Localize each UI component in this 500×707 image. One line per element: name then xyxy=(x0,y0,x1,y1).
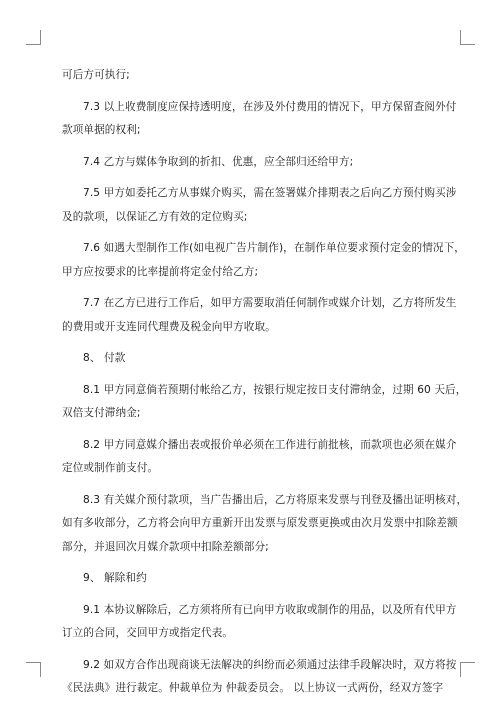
text-line: 8.2 甲方同意媒介播出表或报价单必须在工作进行前批核，而款项也必须在媒介 xyxy=(83,438,457,451)
crop-mark-bottom-right xyxy=(460,662,475,677)
text-line: 7.5 甲方如委托乙方从事媒介购买，需在签署媒介排期表之后向乙方预付购买涉 xyxy=(83,187,457,199)
text-line: 8.3 有关媒介预付款项，当广告播出后，乙方将原来发票与刊登及播出证明核对， xyxy=(83,493,468,506)
text-line: 款项单据的权利; xyxy=(62,124,141,136)
text-line: 7.6 如遇大型制作工作(如电视广告片制作)，在制作单位要求预付定金的情况下， xyxy=(83,242,465,254)
text-line: 如有多收部分，乙方将会向甲方重新开出发票与原发票更换或由次月发票中扣除差额 xyxy=(62,517,458,529)
text-line: 7.7 在乙方已进行工作后，如甲方需要取消任何制作或媒介计划，乙方将所发生 xyxy=(83,297,457,309)
crop-mark-top-right xyxy=(460,30,475,45)
text-line: 双倍支付滞纳金; xyxy=(62,407,141,419)
crop-mark-bottom-left xyxy=(26,662,41,677)
text-line: 及的款项，以保证乙方有效的定位购买; xyxy=(62,210,248,223)
text-line: 定位或制作前支付。 xyxy=(62,462,159,474)
text-line: 可后方可执行; xyxy=(62,69,130,81)
text-line: 8、 付款 xyxy=(83,352,126,364)
text-line: 《民法典》进行裁定。仲裁单位为 仲裁委员会。 以上协议一式两份，经双方签字 xyxy=(62,682,444,694)
text-line: 订立的合同，交回甲方或指定代表。 xyxy=(62,627,234,639)
text-line: 的费用或开支连同代理费及税金向甲方收取。 xyxy=(62,320,276,333)
text-line: 甲方应按要求的比率提前将定金付给乙方; xyxy=(62,265,259,278)
text-line: 7.3 以上收费制度应保持透明度，在涉及外付费用的情况下，甲方保留查阅外付 xyxy=(83,100,457,113)
text-line: 9、 解除和约 xyxy=(83,572,147,584)
text-line: 9.1 本协议解除后，乙方须将所有已向甲方收取或制作的用品，以及所有代甲方 xyxy=(83,603,457,616)
text-line: 部分，并退回次月媒介款项中扣除差额部分; xyxy=(62,540,269,553)
text-line: 7.4 乙方与媒体争取到的折扣、优惠，应全部归还给甲方; xyxy=(83,155,354,168)
document-body xyxy=(62,64,468,701)
text-line: 9.2 如双方合作出现商谈无法解决的纠纷而必须通过法律手段解决时，双方将按 xyxy=(83,658,457,671)
text-line: 8.1 甲方同意倘若预期付帐给乙方，按银行规定按日支付滞纳金，过期 60 天后， xyxy=(83,383,467,396)
crop-mark-top-left xyxy=(26,30,41,45)
